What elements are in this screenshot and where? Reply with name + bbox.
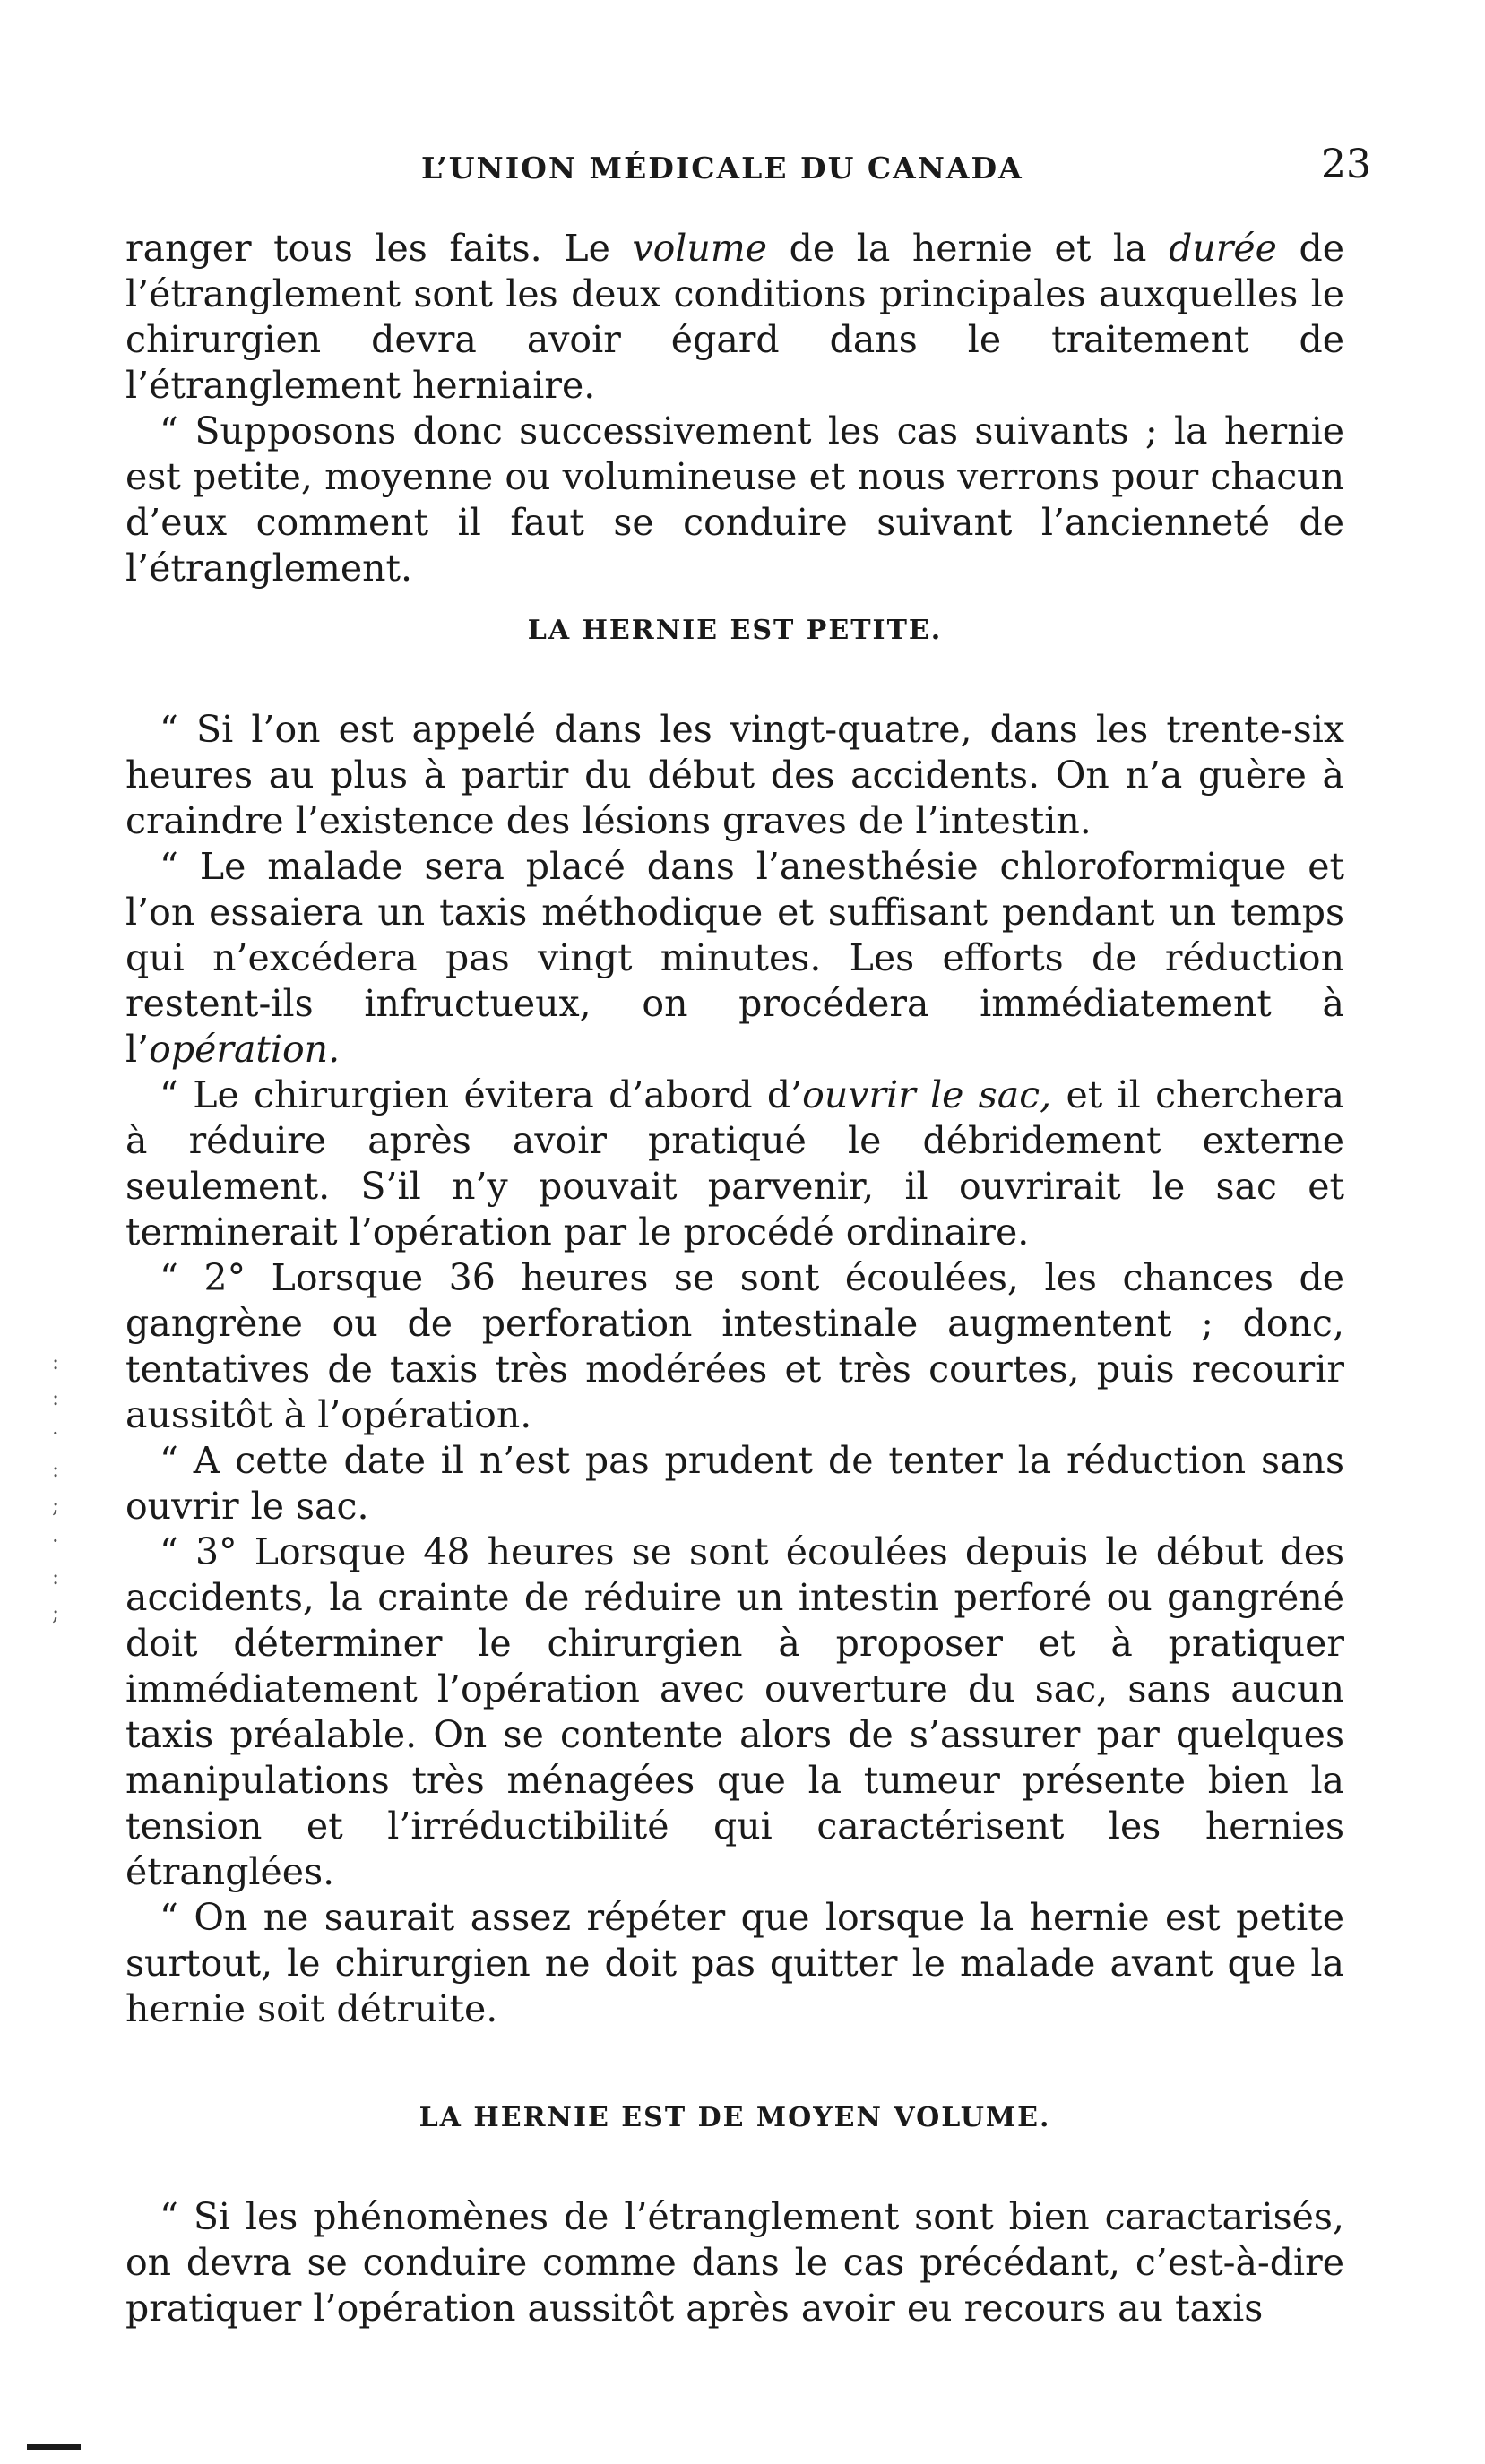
paragraph-petite-3: [125, 1073, 1344, 1255]
paragraph-intro-1: [125, 226, 1344, 409]
paragraph-petite-4: “ 2° Lorsque 36 heures se sont écoulées, les chances de gangrène ou de perforation intestinale augmentent ; donc, tentatives de taxis très modérées et très courtes, puis recourir aussitôt à l’opération.: [125, 1256, 1344, 1436]
italic-operation: opération.: [149, 1028, 341, 1071]
speck: ;: [52, 1600, 60, 1625]
text-run: et il cherchera à réduire après avoir pratiqué le débridement externe seulement. S’il n’y pouvait parvenir, il ouvrirait le sac et terminerait l’opération par le procédé ordinaire.: [125, 1073, 1344, 1254]
paragraph-petite-5: “ A cette date il n’est pas prudent de tenter la réduction sans ouvrir le sac.: [125, 1439, 1344, 1528]
text-run: de la hernie et la: [766, 227, 1170, 270]
section-heading-petite: LA HERNIE EST PETITE.: [527, 615, 943, 646]
paragraph-petite-1: “ Si l’on est appelé dans les vingt-quatre, dans les trente-six heures au plus à partir du début des accidents. On n’a guère à craindre l’existence des lésions graves de l’intestin.: [125, 708, 1344, 842]
speck: ;: [52, 1493, 60, 1518]
paragraph-petite-6: “ 3° Lorsque 48 heures se sont écoulées depuis le début des accidents, la crainte de réduire un intestin perforé ou gangréné doit déterminer le chirurgien à proposer et à pratiquer immédiatement l’opération avec ouverture du sac, sans aucun taxis préalable. On se contente alors de s’assurer par quelques manipulations très ménagées que la tumeur présente bien la tension et l’irréductibilité qui caractérisent les hernies étranglées.: [125, 1530, 1344, 1893]
paragraph-moyen-1: “ Si les phénomènes de l’étranglement sont bien caractarisés, on devra se conduire comme dans le cas précédant, c’est-à-dire pratiquer l’opération aussitôt après avoir eu recours au taxis: [125, 2195, 1344, 2330]
text-run: de l’étranglement sont les deux conditions principales auxquelles le chirurgien devra avoir égard dans le traitement de l’étranglement herniaire.: [125, 227, 1345, 407]
speck: :: [52, 1457, 60, 1482]
page-number: 23: [1321, 142, 1371, 187]
italic-duree: durée: [1169, 227, 1277, 270]
italic-volume: volume: [632, 227, 767, 270]
speck: :: [52, 1564, 60, 1590]
speck: :: [52, 1349, 60, 1374]
text-run: ranger tous les faits. Le: [125, 227, 633, 270]
footer-rule: [27, 2444, 81, 2450]
paragraph-petite-2: [125, 844, 1344, 1073]
page: [125, 134, 1371, 2331]
running-head: [125, 134, 1371, 197]
speck: ·: [52, 1529, 59, 1554]
running-title: L’UNION MÉDICALE DU CANADA: [421, 151, 1023, 185]
paragraph-intro-2: “ Supposons donc successivement les cas suivants ; la hernie est petite, moyenne ou volumineuse et nous verrons pour chacun d’eux comment il faut se conduire suivant l’ancienneté de l’étranglement.: [125, 409, 1344, 590]
section-heading-moyen-volume: LA HERNIE EST DE MOYEN VOLUME.: [419, 2102, 1051, 2133]
paragraph-petite-7: “ On ne saurait assez répéter que lorsque la hernie est petite surtout, le chirurgien ne doit pas quitter le malade avant que la hernie soit détruite.: [125, 1896, 1344, 2030]
body-text: [125, 226, 1344, 2331]
italic-ouvrir-le-sac: ouvrir le sac,: [802, 1073, 1052, 1116]
speck: ·: [52, 1421, 59, 1446]
speck: :: [52, 1385, 60, 1410]
text-run: “ Le chirurgien évitera d’abord d’: [160, 1073, 803, 1116]
text-run: “ Le malade sera placé dans l’anesthésie chloroformique et l’on essaiera un taxis méthodique et suffisant pendant un temps qui n’excédera pas vingt minutes. Les efforts de réduction restent-ils infructueux, on procédera immédiatement à l’: [125, 845, 1344, 1071]
margin-specks: [52, 1344, 70, 2034]
